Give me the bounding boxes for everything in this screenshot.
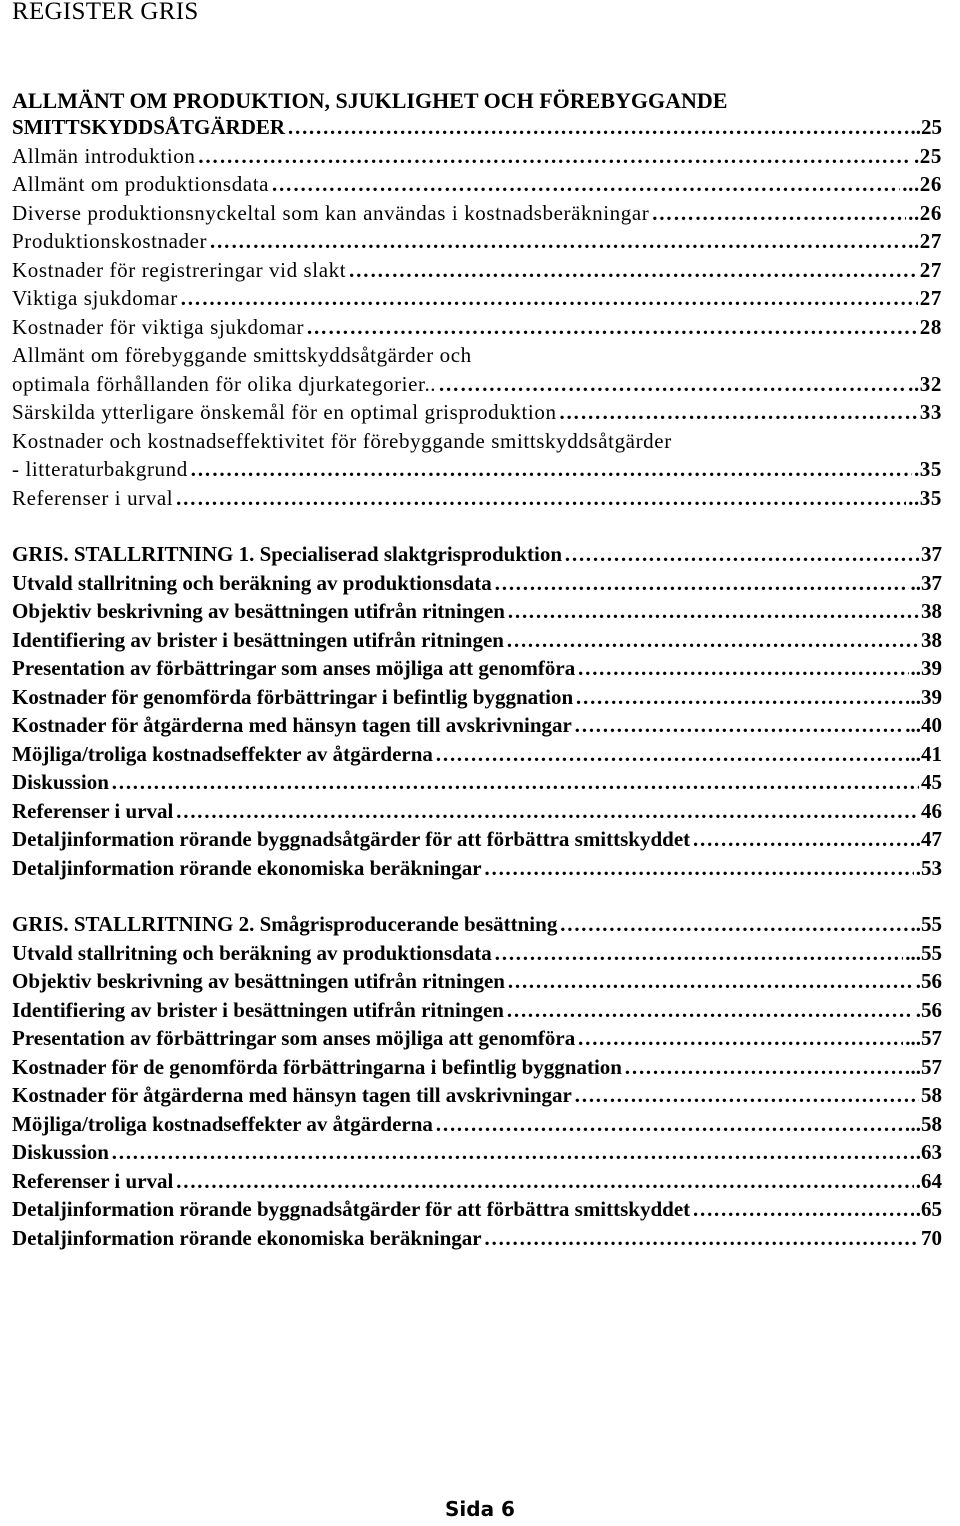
toc-leader-dots [190,457,912,482]
toc-leader-dots [692,1197,914,1222]
toc-leader-dots [559,400,918,425]
toc-entry [12,258,942,287]
toc-entry-page: ..32 [908,371,942,396]
toc-leader-dots [111,770,919,795]
toc-entry-page: 58 [921,1083,942,1107]
toc-entry [12,856,942,885]
toc-leader-dots [180,286,918,311]
toc-entry-title: - litteraturbakgrund [12,457,188,481]
toc-entry [12,542,942,571]
toc-entry [12,713,942,742]
toc-entry-page: .63 [915,1140,942,1164]
toc-entry [12,1140,942,1169]
toc-entry-page: ..27 [908,229,942,253]
toc-entry-page: ..35 [908,485,942,510]
toc-leader-dots [484,856,914,881]
toc-entry [12,1026,942,1055]
toc-leader-dots [574,713,903,738]
toc-entry-page: ..26 [908,200,942,225]
toc-entry [12,486,942,515]
section3-heading: GRIS. STALLRITNING 2. Smågrisproducerande besättning [12,912,558,936]
toc-entry-page: 28 [919,314,942,339]
toc-leader-dots [577,1026,903,1051]
toc-entry-title: Detaljinformation rörande ekonomiska beräkningar [12,855,482,880]
toc-entry-title: Utvald stallritning och beräkning av produktionsdata [12,570,492,595]
toc-entry-title: Allmän introduktion [12,143,196,168]
toc-leader-dots [506,628,919,653]
toc-entry-page: .53 [915,855,942,880]
toc-leader-dots [494,941,903,966]
toc-entry-page: ..55 [910,912,942,936]
toc-leader-dots [559,912,908,937]
toc-entry-page: ...26 [902,172,942,196]
toc-entry-title: Kostnader för åtgärderna med hänsyn tagen till avskrivningar [12,713,572,737]
toc-entry-title: Kostnader och kostnadseffektivitet för förebyggande smittskyddsåtgärder [12,428,672,453]
toc-leader-dots [287,115,908,140]
toc-entry [12,941,942,970]
toc-leader-dots [306,315,918,340]
toc-leader-dots [494,571,909,596]
toc-entry [12,144,942,173]
toc-entry-title: Detaljinformation rörande ekonomiska beräkningar [12,1225,482,1250]
toc-entry [12,1226,942,1255]
toc-entry-title: Detaljinformation rörande byggnadsåtgärder för att förbättra smittskyddet [12,1197,691,1221]
toc-entry-page: .65 [915,1197,942,1221]
toc-leader-dots [348,258,918,283]
toc-entry-title: Referenser i urval [12,798,174,823]
toc-entry-page: ..37 [910,570,942,595]
toc-entry-title: Identifiering av brister i besättningen utifrån ritningen [12,627,504,652]
toc-entry [12,315,942,344]
toc-entry [12,571,942,600]
toc-entry-title: Kostnader för de genomförda förbättringarna i befintlig byggnation [12,1054,622,1079]
toc-leader-dots [624,1055,909,1080]
toc-entry-page: .64 [915,1168,942,1193]
toc-entry-page: ...40 [905,713,942,737]
section2-list [12,542,942,884]
toc-entry [12,912,942,941]
toc-leader-dots [506,998,914,1023]
toc-entry-page: ..39 [910,656,942,680]
toc-leader-dots [435,1112,909,1137]
toc-entry [12,1197,942,1226]
toc-entry-page: 46 [921,798,942,823]
toc-entry-page: .56 [915,969,942,993]
toc-entry [12,998,942,1027]
toc-leader-dots [435,742,909,767]
toc-leader-dots [484,1226,919,1251]
toc-entry-title: optimala förhållanden för olika djurkategorier.. [12,371,437,396]
toc-entry-page: 70 [921,1225,942,1250]
toc-entry [12,457,942,486]
toc-leader-dots [197,144,911,169]
section2-heading: GRIS. STALLRITNING 1. Specialiserad slaktgrisproduktion [12,542,563,566]
toc-entry-title: Kostnader för genomförda förbättringar i befintlig byggnation [12,684,574,709]
toc-entry-title: Diskussion [12,770,109,794]
toc-entry-title: Möjliga/troliga kostnadseffekter av åtgärderna [12,741,433,766]
toc-entry-page: 33 [919,400,942,424]
toc-leader-dots [507,599,919,624]
toc-entry [12,400,942,429]
toc-leader-dots [175,486,906,511]
section1-heading: ALLMÄNT OM PRODUKTION, SJUKLIGHET OCH FÖREBYGGANDE [12,88,728,113]
toc-entry-page: .35 [913,457,942,481]
toc-leader-dots [564,542,919,567]
toc-entry-page: .47 [915,827,942,851]
toc-entry-title: Produktionskostnader [12,229,208,253]
toc-entry-title: Objektiv beskrivning av besättningen utifrån ritningen [12,969,505,993]
toc-entry [12,742,942,771]
toc-entry-page: .56 [915,997,942,1022]
toc-entry-title: Detaljinformation rörande byggnadsåtgärder för att förbättra smittskyddet [12,827,691,851]
toc-entry-title: Utvald stallritning och beräkning av produktionsdata [12,940,492,965]
toc-entry-title: SMITTSKYDDSÅTGÄRDER [12,115,286,139]
toc-entry [12,429,942,458]
section1-list [12,115,942,514]
toc-entry-title: Identifiering av brister i besättningen utifrån ritningen [12,997,504,1022]
toc-entry [12,286,942,315]
toc-entry [12,343,942,372]
toc-entry-page: ...57 [905,1026,942,1050]
toc-entry [12,656,942,685]
toc-entry-page: 37 [921,542,942,566]
toc-leader-dots [175,799,919,824]
toc-entry [12,372,942,401]
toc-entry [12,799,942,828]
toc-entry-title: Referenser i urval [12,1168,174,1193]
toc-entry-title: Kostnader för viktiga sjukdomar [12,314,305,339]
toc-entry-title: Möjliga/troliga kostnadseffekter av åtgärderna [12,1111,433,1136]
toc-entry-page: ..39 [910,684,942,709]
toc-entry-title: Särskilda ytterligare önskemål för en optimal grisproduktion [12,400,557,424]
toc-entry [12,827,942,856]
toc-entry-page: ..25 [910,115,942,139]
toc-leader-dots [111,1140,914,1165]
page-number: Sida 6 [445,1497,515,1521]
toc-entry [12,685,942,714]
toc-entry-page: 45 [921,770,942,794]
toc-entry-title: Allmänt om produktionsdata [12,172,270,196]
toc-entry [12,115,942,144]
toc-entry-title: Kostnader för registreringar vid slakt [12,257,347,282]
toc-entry-title: Kostnader för åtgärderna med hänsyn tagen till avskrivningar [12,1083,572,1107]
toc-entry-page: 27 [919,257,942,282]
toc-entry-title: Diverse produktionsnyckeltal som kan användas i kostnadsberäkningar [12,200,650,225]
toc-entry [12,628,942,657]
toc-leader-dots [651,201,906,226]
toc-leader-dots [507,969,914,994]
toc-entry-page: 27 [919,286,942,310]
toc-entry-title: Diskussion [12,1140,109,1164]
toc-entry [12,599,942,628]
toc-entry-page: ..57 [910,1054,942,1079]
page-title: REGISTER GRIS [12,0,199,25]
toc-entry-page: 38 [921,599,942,623]
toc-entry-title: Allmänt om förebyggande smittskyddsåtgärder och [12,343,472,367]
toc-leader-dots [574,1083,919,1108]
toc-entry-page: ..41 [910,741,942,766]
toc-entry-title: Presentation av förbättringar som anses möjliga att genomföra [12,1026,576,1050]
toc-entry [12,1055,942,1084]
toc-entry-page: .25 [913,143,942,168]
toc-leader-dots [175,1169,913,1194]
toc-entry-page: 38 [921,627,942,652]
toc-entry-page: ..58 [910,1111,942,1136]
toc-entry [12,229,942,258]
toc-entry-title: Viktiga sjukdomar [12,286,178,310]
toc-entry [12,969,942,998]
toc-entry-title: Referenser i urval [12,485,174,510]
toc-leader-dots [575,685,908,710]
toc-entry-page: ...55 [905,940,942,965]
toc-leader-dots [577,656,908,681]
toc-entry-title: Presentation av förbättringar som anses möjliga att genomföra [12,656,576,680]
toc-entry [12,1083,942,1112]
toc-entry [12,201,942,230]
toc-entry [12,770,942,799]
toc-entry [12,172,942,201]
toc-entry [12,1112,942,1141]
toc-entry [12,1169,942,1198]
toc-leader-dots [692,827,914,852]
toc-entry-title: Objektiv beskrivning av besättningen utifrån ritningen [12,599,505,623]
toc-leader-dots [271,172,900,197]
toc-leader-dots [209,229,906,254]
toc-leader-dots [438,372,906,397]
section3-list [12,912,942,1254]
